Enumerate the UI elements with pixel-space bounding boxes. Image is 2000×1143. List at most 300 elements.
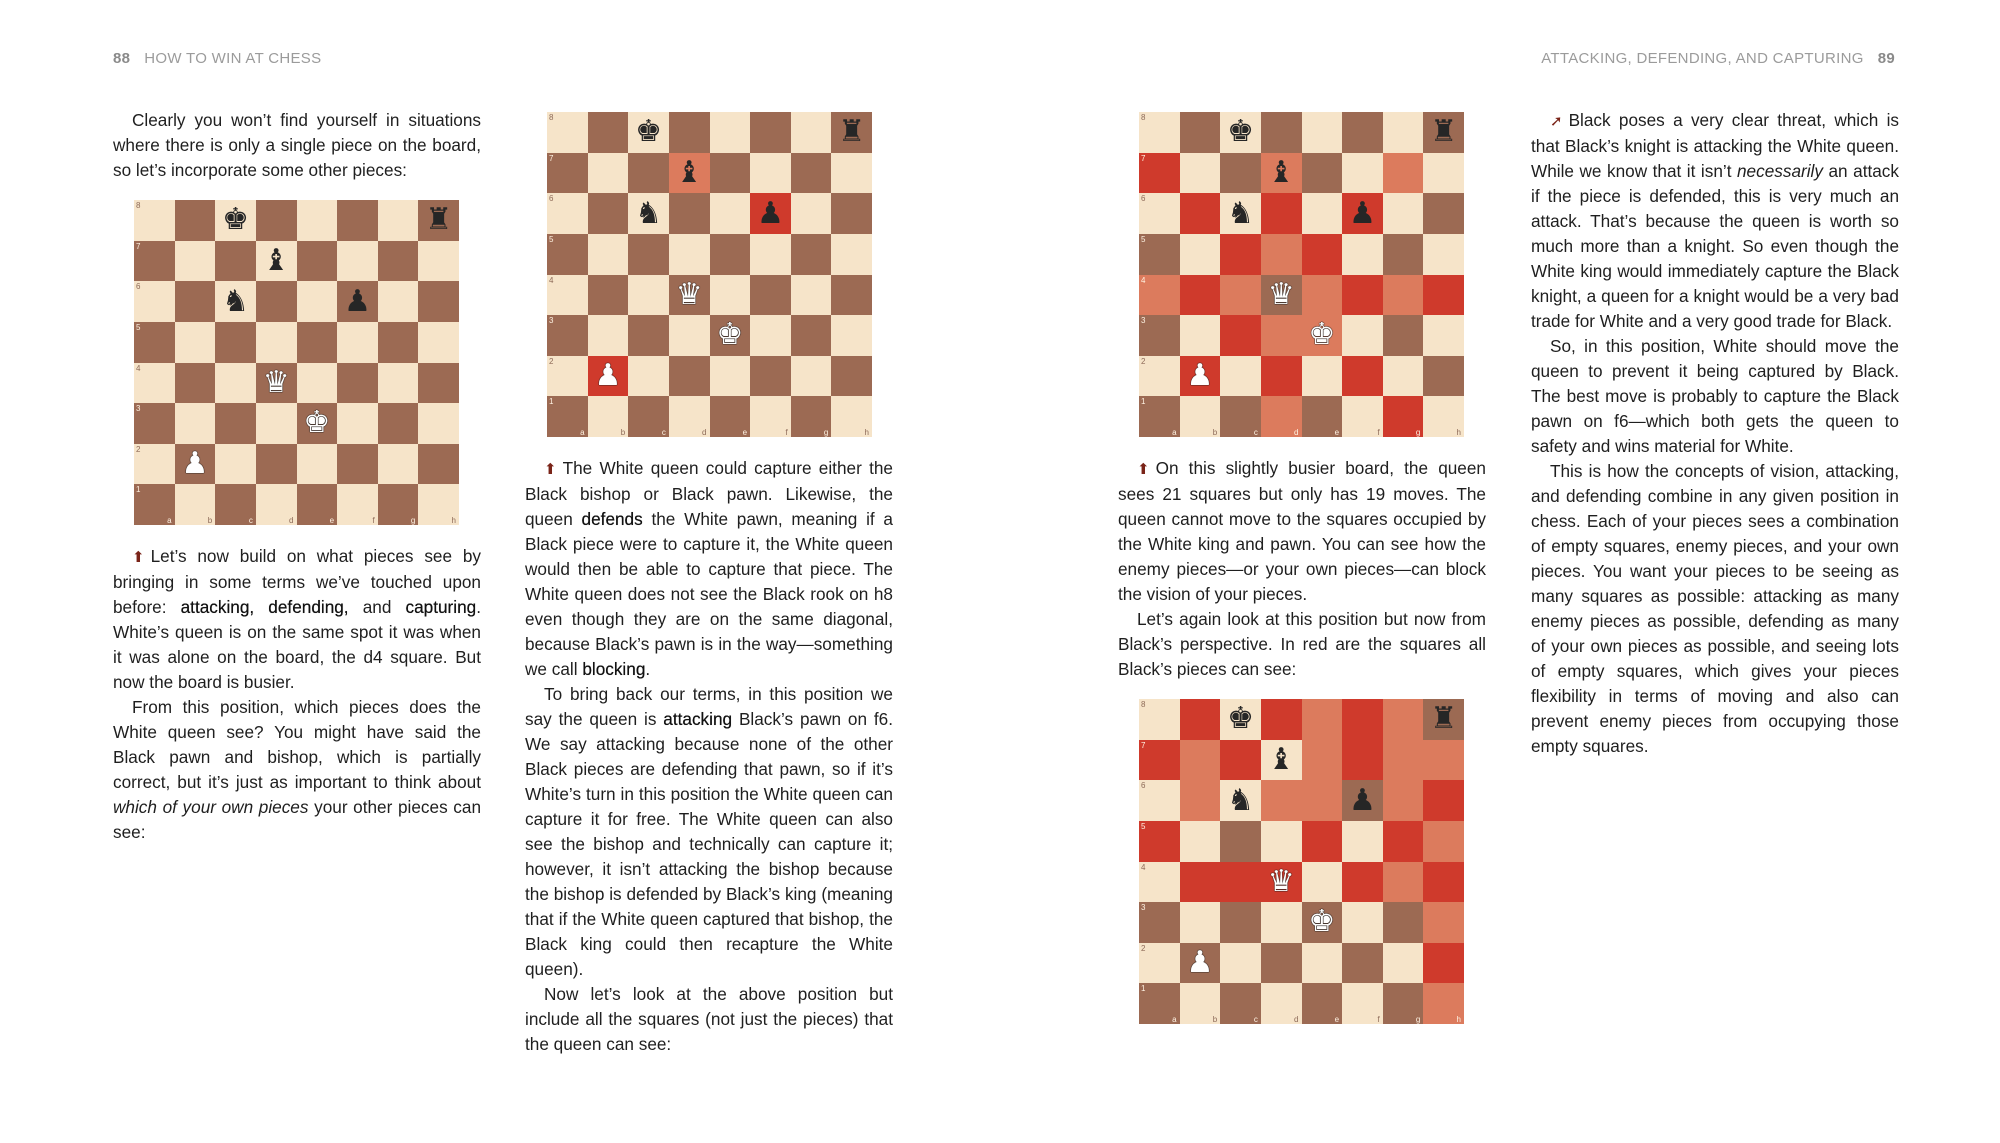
square-g3 — [1383, 902, 1424, 943]
file-label: c — [1253, 428, 1258, 437]
rank-label: 4 — [549, 275, 554, 285]
white-king-icon: ♚ — [1308, 904, 1336, 940]
square-f6 — [1342, 780, 1383, 821]
square-b3 — [1180, 902, 1221, 943]
square-h6 — [1423, 193, 1464, 234]
file-label: h — [451, 516, 456, 525]
square-b7 — [588, 153, 629, 194]
square-e3 — [1302, 315, 1343, 356]
white-pawn-icon: ♟ — [594, 358, 622, 394]
square-a1 — [1139, 396, 1180, 437]
square-c4 — [215, 363, 256, 404]
square-e8 — [1302, 699, 1343, 740]
square-h8 — [831, 112, 872, 153]
square-c4 — [1220, 862, 1261, 903]
rank-label: 4 — [136, 363, 141, 373]
square-g2 — [791, 356, 832, 397]
square-d6 — [1261, 193, 1302, 234]
square-e7 — [297, 241, 338, 282]
square-h1 — [1423, 983, 1464, 1024]
square-e8 — [710, 112, 751, 153]
rank-label: 2 — [1141, 356, 1146, 366]
white-queen-icon: ♛ — [1267, 863, 1295, 899]
square-h6 — [418, 281, 459, 322]
square-h6 — [831, 193, 872, 234]
square-d4 — [1261, 275, 1302, 316]
square-g4 — [1383, 275, 1424, 316]
square-d3 — [1261, 902, 1302, 943]
black-pawn-icon: ♟ — [1348, 782, 1376, 818]
square-c5 — [1220, 821, 1261, 862]
rank-label: 7 — [1141, 740, 1146, 750]
square-f6 — [750, 193, 791, 234]
square-a2 — [1139, 943, 1180, 984]
square-f2 — [337, 444, 378, 485]
square-c6 — [1220, 193, 1261, 234]
black-pawn-icon: ♟ — [1348, 195, 1376, 231]
file-label: f — [1377, 1015, 1380, 1024]
square-b2 — [1180, 943, 1221, 984]
square-h8 — [418, 200, 459, 241]
square-b5 — [175, 322, 216, 363]
square-a4 — [1139, 862, 1180, 903]
running-title: ATTACKING, DEFENDING, AND CAPTURING — [1541, 50, 1864, 67]
square-b7 — [175, 241, 216, 282]
square-b1 — [1180, 983, 1221, 1024]
file-label: b — [207, 516, 213, 525]
file-label: c — [661, 428, 666, 437]
file-label: h — [1456, 428, 1461, 437]
square-g3 — [378, 403, 419, 444]
square-d6 — [256, 281, 297, 322]
square-f1 — [1342, 983, 1383, 1024]
square-d7 — [256, 241, 297, 282]
square-e7 — [1302, 153, 1343, 194]
black-knight-icon: ♞ — [635, 195, 663, 231]
square-h2 — [418, 444, 459, 485]
arrow-up-icon: ⬆ — [132, 549, 145, 566]
square-f4 — [1342, 275, 1383, 316]
white-pawn-icon: ♟ — [1186, 358, 1214, 394]
paragraph: Now let’s look at the above position but include all the squares (not just the pieces) that the queen can see: — [525, 984, 893, 1054]
square-g6 — [1383, 193, 1424, 234]
file-label: d — [1294, 428, 1299, 437]
square-c6 — [215, 281, 256, 322]
file-label: g — [1415, 428, 1421, 437]
square-c6 — [1220, 780, 1261, 821]
square-a8 — [1139, 699, 1180, 740]
paragraph: ➚ Black poses a very clear threat, which is that Black’s knight is attacking the White queen. While we know that it isn’t necessarily an attack if the piece is defended, this is very much an attack. That’s because the queen is worth so much more than a knight. So even though the White king would immediately capture the Black knight, a queen for a knight would be a very bad trade for White and a very good trade for Black. — [1531, 110, 1899, 331]
square-a7 — [547, 153, 588, 194]
file-label: b — [1212, 1015, 1218, 1024]
square-g1 — [791, 396, 832, 437]
rank-label: 6 — [1141, 194, 1146, 204]
square-a7 — [1139, 740, 1180, 781]
rank-label: 2 — [1141, 943, 1146, 953]
square-d8 — [1261, 112, 1302, 153]
rank-label: 8 — [549, 113, 554, 122]
square-b8 — [1180, 112, 1221, 153]
square-a6 — [134, 281, 175, 322]
file-label: f — [372, 516, 375, 525]
square-g5 — [378, 322, 419, 363]
file-label: d — [1294, 1015, 1299, 1024]
page-number: 88 — [113, 50, 131, 67]
square-c1 — [1220, 983, 1261, 1024]
square-d3 — [1261, 315, 1302, 356]
square-f1 — [1342, 396, 1383, 437]
square-f5 — [1342, 821, 1383, 862]
square-g7 — [1383, 153, 1424, 194]
square-a2 — [1139, 356, 1180, 397]
square-h1 — [418, 484, 459, 525]
square-f7 — [337, 241, 378, 282]
paragraph: Clearly you won’t find yourself in situations where there is only a single piece on the board, so let’s incorporate some other pieces: — [113, 110, 481, 180]
square-e2 — [710, 356, 751, 397]
square-c5 — [215, 322, 256, 363]
square-e3 — [710, 315, 751, 356]
square-g7 — [378, 241, 419, 282]
square-d2 — [1261, 943, 1302, 984]
square-g6 — [1383, 780, 1424, 821]
white-queen-icon: ♛ — [675, 276, 703, 312]
square-g4 — [791, 275, 832, 316]
square-c8 — [1220, 112, 1261, 153]
square-a5 — [547, 234, 588, 275]
square-f2 — [1342, 943, 1383, 984]
square-f5 — [1342, 234, 1383, 275]
square-d7 — [1261, 153, 1302, 194]
text-column-1 — [113, 108, 481, 183]
square-d6 — [1261, 780, 1302, 821]
rank-label: 1 — [549, 397, 554, 407]
square-h3 — [1423, 902, 1464, 943]
square-f8 — [1342, 112, 1383, 153]
file-label: b — [620, 428, 626, 437]
white-king-icon: ♚ — [303, 405, 331, 441]
paragraph: ⬆ Let’s now build on what pieces see by bringing in some terms we’ve touched upon before: attacking, defending, and capturing. White’s queen is on the same spot it was when it was alone on the board, the d4 square. But now the board is busier. — [113, 546, 481, 692]
square-e4 — [710, 275, 751, 316]
square-g1 — [1383, 983, 1424, 1024]
file-label: h — [864, 428, 869, 437]
square-d4 — [669, 275, 710, 316]
file-label: e — [742, 428, 748, 437]
square-h2 — [831, 356, 872, 397]
square-a4 — [547, 275, 588, 316]
black-pawn-icon: ♟ — [343, 283, 371, 319]
square-b3 — [1180, 315, 1221, 356]
square-e2 — [1302, 943, 1343, 984]
square-a4 — [1139, 275, 1180, 316]
square-b8 — [1180, 699, 1221, 740]
square-d4 — [256, 363, 297, 404]
square-e4 — [1302, 275, 1343, 316]
file-label: a — [167, 516, 172, 525]
square-d2 — [669, 356, 710, 397]
square-f4 — [337, 363, 378, 404]
square-e7 — [1302, 740, 1343, 781]
black-king-icon: ♚ — [1227, 114, 1255, 150]
square-d5 — [669, 234, 710, 275]
text-column-2 — [525, 456, 893, 1057]
rank-label: 6 — [1141, 781, 1146, 791]
square-b5 — [1180, 821, 1221, 862]
square-c7 — [1220, 740, 1261, 781]
square-c5 — [628, 234, 669, 275]
square-c6 — [628, 193, 669, 234]
square-f4 — [1342, 862, 1383, 903]
rank-label: 7 — [136, 241, 141, 251]
square-h4 — [831, 275, 872, 316]
square-c2 — [1220, 356, 1261, 397]
square-g2 — [1383, 356, 1424, 397]
square-g8 — [378, 200, 419, 241]
white-queen-icon: ♛ — [1267, 276, 1295, 312]
white-king-icon: ♚ — [716, 317, 744, 353]
square-h5 — [1423, 821, 1464, 862]
square-b2 — [175, 444, 216, 485]
text-column-1-lower — [113, 544, 481, 845]
black-bishop-icon: ♝ — [675, 154, 703, 190]
square-c3 — [628, 315, 669, 356]
square-g2 — [378, 444, 419, 485]
square-e1 — [710, 396, 751, 437]
square-e3 — [1302, 902, 1343, 943]
rank-label: 4 — [1141, 862, 1146, 872]
white-pawn-icon: ♟ — [1186, 945, 1214, 981]
square-f7 — [1342, 740, 1383, 781]
square-a2 — [134, 444, 175, 485]
square-b7 — [1180, 740, 1221, 781]
square-b6 — [588, 193, 629, 234]
square-f5 — [337, 322, 378, 363]
rank-label: 5 — [549, 234, 554, 244]
square-g8 — [1383, 699, 1424, 740]
square-f3 — [1342, 902, 1383, 943]
rank-label: 1 — [1141, 397, 1146, 407]
square-f6 — [1342, 193, 1383, 234]
square-f5 — [750, 234, 791, 275]
arrow-up-icon: ⬆ — [544, 461, 557, 478]
paragraph: ⬆ The White queen could capture either the Black bishop or Black pawn. Likewise, the queen defends the White pawn, meaning if a Black piece were to capture it, the White queen would then be able to capture that piece. The White queen does not see the Black rook on h8 even though they are on the same diagonal, because Black’s pawn is in the way—something we call blocking. — [525, 458, 893, 679]
square-e1 — [1302, 983, 1343, 1024]
square-g3 — [1383, 315, 1424, 356]
square-e8 — [1302, 112, 1343, 153]
square-c2 — [1220, 943, 1261, 984]
rank-label: 8 — [1141, 700, 1146, 709]
square-c7 — [215, 241, 256, 282]
rank-label: 3 — [136, 404, 141, 414]
black-bishop-icon: ♝ — [262, 242, 290, 278]
square-g7 — [1383, 740, 1424, 781]
rank-label: 3 — [1141, 903, 1146, 913]
square-a1 — [547, 396, 588, 437]
square-f3 — [1342, 315, 1383, 356]
square-b4 — [1180, 862, 1221, 903]
square-a8 — [547, 112, 588, 153]
file-label: f — [1377, 428, 1380, 437]
square-b7 — [1180, 153, 1221, 194]
file-label: d — [702, 428, 707, 437]
square-a3 — [134, 403, 175, 444]
square-c8 — [628, 112, 669, 153]
square-d3 — [256, 403, 297, 444]
rank-label: 8 — [136, 201, 141, 210]
square-a6 — [1139, 780, 1180, 821]
text-column-4 — [1531, 108, 1899, 759]
paragraph: This is how the concepts of vision, attacking, and defending combine in any given position in chess. Each of your pieces sees a combination of empty squares, enemy pieces, and your own pieces. You want your pieces to be seeing as many squares as possible: attacking as many enemy pieces as possible, defending as many of your own pieces as possible, and seeing lots of empty squares, which gives your pieces flexibility in terms of moving and also can prevent enemy pieces from occupying those empty squares. — [1531, 461, 1899, 756]
rank-label: 4 — [1141, 275, 1146, 285]
square-d2 — [1261, 356, 1302, 397]
square-b3 — [588, 315, 629, 356]
rank-label: 1 — [136, 485, 141, 495]
square-a6 — [547, 193, 588, 234]
file-label: c — [248, 516, 253, 525]
square-f8 — [1342, 699, 1383, 740]
square-h1 — [831, 396, 872, 437]
square-h5 — [418, 322, 459, 363]
black-king-icon: ♚ — [1227, 701, 1255, 737]
square-c8 — [1220, 699, 1261, 740]
square-d1 — [1261, 983, 1302, 1024]
square-h2 — [1423, 943, 1464, 984]
file-label: a — [580, 428, 585, 437]
square-e3 — [297, 403, 338, 444]
square-g2 — [1383, 943, 1424, 984]
square-a1 — [134, 484, 175, 525]
square-f8 — [337, 200, 378, 241]
file-label: e — [1334, 428, 1340, 437]
square-e2 — [297, 444, 338, 485]
file-label: g — [410, 516, 416, 525]
rank-label: 3 — [549, 316, 554, 326]
square-g1 — [378, 484, 419, 525]
square-h1 — [1423, 396, 1464, 437]
square-g4 — [1383, 862, 1424, 903]
square-a5 — [1139, 234, 1180, 275]
square-f2 — [1342, 356, 1383, 397]
square-a8 — [1139, 112, 1180, 153]
square-d7 — [1261, 740, 1302, 781]
file-label: e — [1334, 1015, 1340, 1024]
rank-label: 3 — [1141, 316, 1146, 326]
file-label: a — [1172, 428, 1177, 437]
paragraph: Let’s again look at this position but now from Black’s perspective. In red are the squares all Black’s pieces can see: — [1118, 609, 1486, 679]
square-h3 — [418, 403, 459, 444]
square-f7 — [1342, 153, 1383, 194]
square-b4 — [175, 363, 216, 404]
rank-label: 6 — [549, 194, 554, 204]
file-label: a — [1172, 1015, 1177, 1024]
square-h4 — [418, 363, 459, 404]
black-rook-icon: ♜ — [838, 114, 866, 150]
square-d8 — [1261, 699, 1302, 740]
chess-board-4 — [1139, 699, 1464, 1024]
black-bishop-icon: ♝ — [1267, 741, 1295, 777]
square-h4 — [1423, 862, 1464, 903]
square-g1 — [1383, 396, 1424, 437]
square-b1 — [175, 484, 216, 525]
square-c1 — [215, 484, 256, 525]
square-f2 — [750, 356, 791, 397]
rank-label: 7 — [1141, 153, 1146, 163]
file-label: f — [785, 428, 788, 437]
square-g7 — [791, 153, 832, 194]
square-e4 — [1302, 862, 1343, 903]
square-e6 — [297, 281, 338, 322]
paragraph: To bring back our terms, in this position we say the queen is attacking Black’s pawn on f6. We say attacking because none of the other Black pieces are defending that pawn, so if it’s White’s turn in this position the White queen can capture it for free. The White queen can also see the bishop and technically can capture it; however, it isn’t attacking the bishop because the bishop is defended by Black’s king (meaning that if the White queen captured that bishop, the Black king could then recapture the White queen). — [525, 684, 893, 979]
rank-label: 1 — [1141, 984, 1146, 994]
square-b6 — [1180, 193, 1221, 234]
square-f6 — [337, 281, 378, 322]
chess-board-2 — [547, 112, 872, 437]
square-d1 — [669, 396, 710, 437]
rank-label: 6 — [136, 282, 141, 292]
square-a3 — [1139, 315, 1180, 356]
file-label: e — [329, 516, 335, 525]
square-d6 — [669, 193, 710, 234]
square-h5 — [1423, 234, 1464, 275]
square-d5 — [1261, 821, 1302, 862]
square-c3 — [215, 403, 256, 444]
black-pawn-icon: ♟ — [756, 195, 784, 231]
square-g8 — [1383, 112, 1424, 153]
square-d2 — [256, 444, 297, 485]
running-header-left — [113, 50, 321, 67]
square-c7 — [628, 153, 669, 194]
square-c4 — [628, 275, 669, 316]
square-c2 — [628, 356, 669, 397]
square-c3 — [1220, 315, 1261, 356]
square-d5 — [256, 322, 297, 363]
chess-board-1 — [134, 200, 459, 525]
square-g8 — [791, 112, 832, 153]
black-king-icon: ♚ — [222, 202, 250, 238]
paragraph: From this position, which pieces does the White queen see? You might have said the Black pawn and bishop, which is partially correct, but it’s just as important to think about which of your own pieces your other pieces can see: — [113, 697, 482, 842]
square-g6 — [378, 281, 419, 322]
square-b1 — [1180, 396, 1221, 437]
rank-label: 5 — [136, 322, 141, 332]
square-c3 — [1220, 902, 1261, 943]
square-g6 — [791, 193, 832, 234]
page-number: 89 — [1877, 50, 1895, 67]
square-f7 — [750, 153, 791, 194]
black-knight-icon: ♞ — [1227, 782, 1255, 818]
square-a7 — [1139, 153, 1180, 194]
white-queen-icon: ♛ — [262, 364, 290, 400]
square-b8 — [588, 112, 629, 153]
square-c1 — [628, 396, 669, 437]
square-c5 — [1220, 234, 1261, 275]
paragraph: ⬆ On this slightly busier board, the queen sees 21 squares but only has 19 moves. The queen cannot move to the squares occupied by the White king and pawn. You can see how the enemy pieces—or your own pieces—can block the vision of your pieces. — [1118, 458, 1486, 604]
square-b8 — [175, 200, 216, 241]
black-knight-icon: ♞ — [222, 283, 250, 319]
square-d4 — [1261, 862, 1302, 903]
square-f3 — [337, 403, 378, 444]
text-column-3 — [1118, 456, 1486, 682]
square-e1 — [1302, 396, 1343, 437]
square-d1 — [256, 484, 297, 525]
square-b2 — [1180, 356, 1221, 397]
file-label: g — [823, 428, 829, 437]
black-rook-icon: ♜ — [1430, 701, 1458, 737]
square-e5 — [297, 322, 338, 363]
rank-label: 2 — [136, 444, 141, 454]
square-f1 — [750, 396, 791, 437]
square-h7 — [1423, 740, 1464, 781]
square-a8 — [134, 200, 175, 241]
square-d3 — [669, 315, 710, 356]
